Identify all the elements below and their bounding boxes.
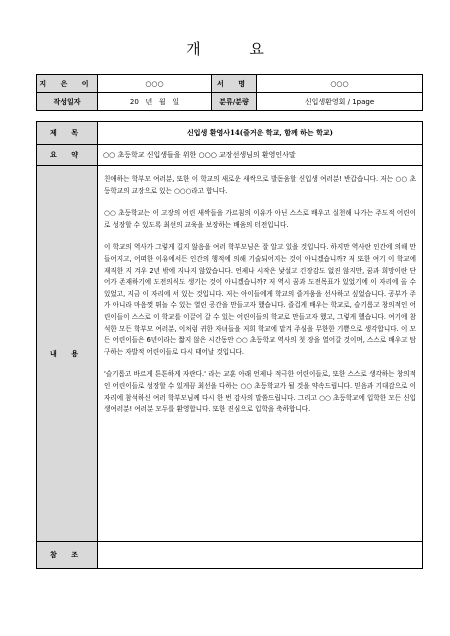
page-title: 개 요 (186, 40, 286, 58)
summary-label: 요 약 (37, 145, 98, 166)
reference-row (37, 542, 423, 569)
spacer-cell (37, 111, 423, 122)
author-row (37, 75, 423, 93)
subject-row (37, 122, 423, 145)
summary-form-table (36, 74, 423, 569)
author-label: 지 은 이 (37, 75, 98, 93)
content-paragraph: ○○ 초등학교는 이 고장의 어린 새싹들을 가르침의 이유가 아닌 스스로 배우고 실천해 나가는 주도적 어린이로 성장할 수 있도록 최선의 교육을 보장하는 배움의 터전입니다. (104, 209, 416, 229)
reference-value (98, 542, 423, 569)
content-body (98, 166, 423, 542)
subject-label: 제 목 (37, 122, 98, 145)
content-label: 내 용 (37, 166, 98, 542)
content-row (37, 166, 423, 542)
content-paragraph: '슬기롭고 바르게 튼튼하게 자란다.' 라는 교훈 아래 언제나 적극한 어린이들로, 또한 스스로 생각하는 창의적인 어린이들로 성장할 수 있게끔 최선을 다하는 ○○ 초등학교가 될 것을 약속드립니다. 믿음과 기대감으로 이 자리에 참석하신 여러 학부모님께 다시 한 번 감사의 말씀드립니다. 그리고 ○○ 초등학교에 입학한 모든 신입생여러분! 여러분 모두를 환영합니다. 또한 진심으로 입학을 축하합니다. (104, 370, 416, 414)
subject-value: 신입생 환영사14(즐거운 학교, 함께 하는 학교) (98, 122, 423, 145)
summary-value: ○○ 초등학교 신입생들을 위한 ○○○ 교장선생님의 환영인사말 (98, 145, 423, 166)
author-value: ○○○ (98, 75, 212, 93)
category-value: 신입생환영회 / 1page (257, 93, 423, 111)
date-row (37, 93, 423, 111)
reference-label: 참 조 (37, 542, 98, 569)
reviewer-label: 서 명 (212, 75, 257, 93)
date-label: 작성일자 (37, 93, 98, 111)
date-value: 20 년 월 일 (98, 93, 212, 111)
content-paragraph: 이 학교의 역사가 그렇게 길지 않음을 여러 학부모님은 잘 알고 있을 것입니다. 하지만 역사란 인간에 의해 만들어지고, 어떠한 이유에서든 인간의 행적에 의해 기술되어지는 것이 아니겠습니까? 저 또한 여기 이 학교에 재직한 지 겨우 2년 밖에 지나지 않았습니다. 언제나 시작은 낯설고 긴장감도 없진 않지만, 꿈과 희망이란 단어가 존재하기에 도전의식도 생기는 것이 아니겠습니까? 저 역시 꿈과 도전목표가 있었기에 이 자리에 올 수 있었고, 지금 이 자리에 서 있는 것입니다. 저는 아이들에게 학교의 즐거움을 선사하고 싶었습니다. 공부가 주가 아니라 마음껏 뛰놀 수 있는 열린 공간을 만들고자 했습니다. 즐겁게 배우는 학교로, 슬기롭고 창의적인 어린이들이 스스로 이 학교를 이끌어 갈 수 있는 어린이들의 학교로 만들고자 했고, 그렇게 했습니다. 여기에 참석한 모든 학부모 여러분, 이처럼 귀한 자녀들을 저희 학교에 맡겨 주심을 무한한 기쁨으로 생각합니다. 이 모든 어린이들은 6년이라는 짧지 않은 시간동안 ○○ 초등학교 역사의 첫 장을 열어갈 것이며, 스스로 배우고 탐구하는 자발적 어린이들로 다시 태어날 것입니다. (104, 243, 416, 356)
category-label: 분류/분량 (212, 93, 257, 111)
content-paragraph: 친애하는 학부모 여러분, 또한 이 학교의 새로운 새싹으로 발돋움할 신입생 여러분! 반갑습니다. 저는 ○○ 초등학교의 교장으로 있는 ○○○라고 합니다. (104, 175, 416, 195)
summary-row (37, 145, 423, 166)
spacer-row (37, 111, 423, 122)
reviewer-value: ○○○ (257, 75, 423, 93)
